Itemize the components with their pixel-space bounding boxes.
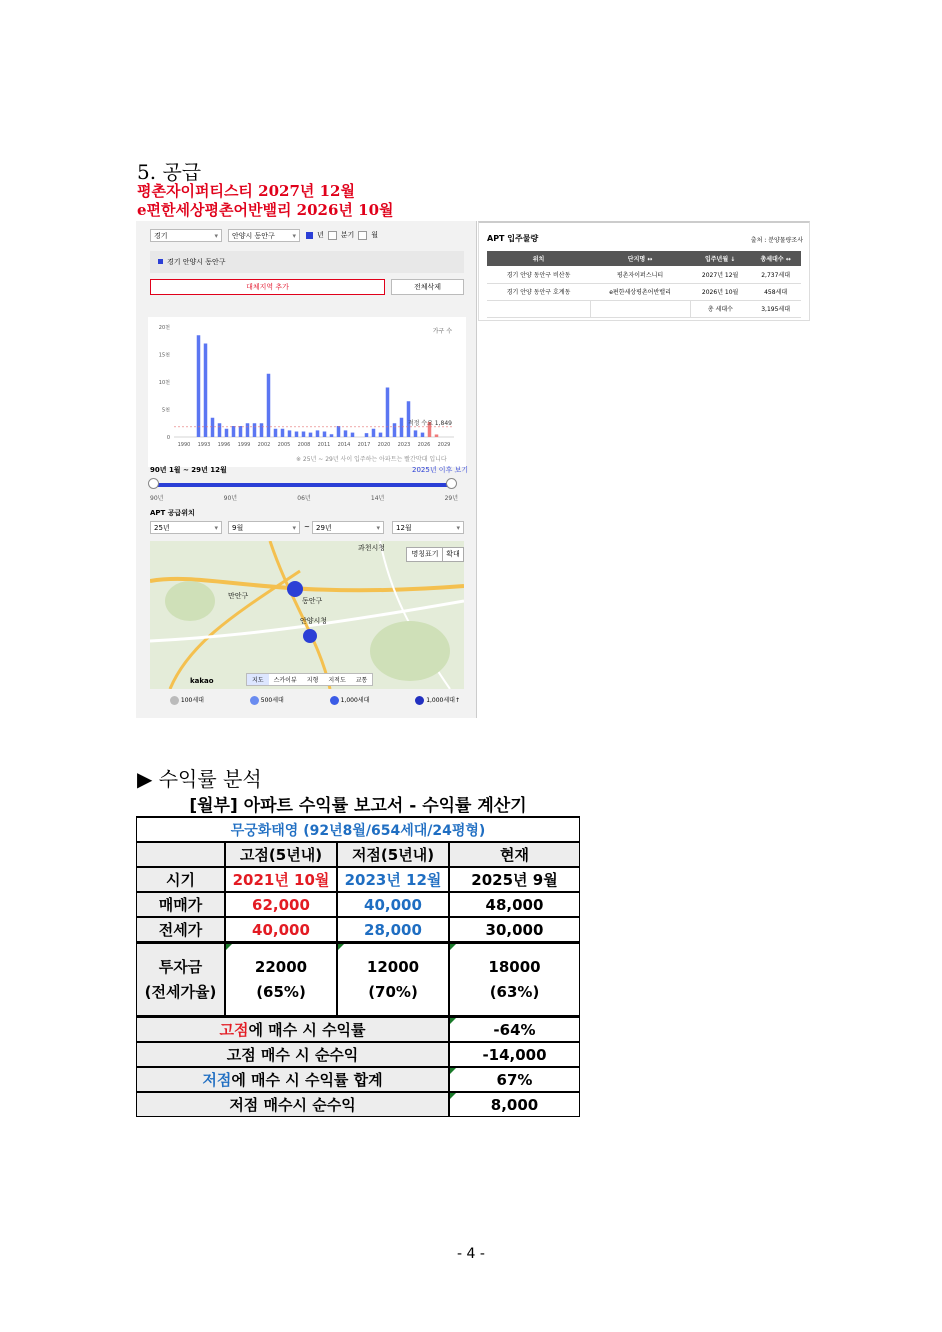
x-tick-label: 1999: [237, 442, 251, 448]
summary-value-low-rate: 67%: [449, 1067, 580, 1092]
apt-col-units[interactable]: 총세대수 ↔: [760, 256, 791, 263]
apt-total-row: [487, 300, 801, 317]
apt-col-date[interactable]: 입주년월 ↓: [704, 256, 736, 263]
period-checkbox-quarter[interactable]: [328, 231, 337, 240]
x-tick-label: 2023: [397, 442, 411, 448]
slider-tick: 14년: [370, 495, 385, 502]
range-label: 90년 1월 ~ 29년 12월: [150, 466, 227, 474]
summary-label-low-rate: 저점 에 매수 시 수익률 합계: [136, 1067, 449, 1092]
legend-dot-icon: [330, 696, 339, 705]
selected-region-box: [150, 251, 464, 273]
bar-blue: [386, 388, 390, 438]
apt-source: 출처 : 분양물량조사: [750, 237, 803, 244]
demand-label: 적정 수요 1,849: [407, 419, 452, 427]
x-tick-label: 1996: [217, 442, 231, 448]
y-tick-label: 20천: [158, 325, 170, 331]
apt-col-location[interactable]: 위치: [532, 256, 545, 263]
cell-marker-icon: [338, 944, 344, 950]
period-checkbox-month[interactable]: [358, 231, 367, 240]
y-tick-label: 10천: [158, 380, 170, 386]
col-high: 고점(5년내): [225, 842, 337, 867]
period-options: [306, 230, 378, 240]
from-year-select[interactable]: 25년 ▾: [150, 521, 222, 534]
map-tab-cadastral[interactable]: 지적도: [328, 677, 346, 684]
to-month-select[interactable]: 12월 ▾: [392, 521, 464, 534]
bar-blue: [351, 433, 355, 437]
bar-blue: [204, 344, 208, 438]
x-tick-label: 2020: [377, 442, 391, 448]
apt-table: [487, 251, 801, 318]
add-region-button[interactable]: 대체지역 추가: [150, 279, 385, 295]
apt-total-label: 총 세대수: [707, 306, 733, 313]
period-quarter-label: 분기: [340, 231, 355, 239]
period-month-label: 월: [371, 231, 379, 239]
bar-blue: [267, 374, 271, 437]
map-graphic: [150, 541, 464, 689]
bar-blue: [232, 426, 236, 437]
row-label-sale: 매매가: [136, 892, 225, 917]
map-zoom-button[interactable]: 확대: [442, 547, 464, 562]
summary-label-low-profit: 저점 매수시 순수익: [136, 1092, 449, 1117]
district-select[interactable]: 안양시 동안구 ▾: [228, 229, 300, 242]
legend-1000: 1,000세대: [330, 695, 370, 705]
map-place-anyang: 안양시청: [300, 617, 328, 625]
bar-blue: [309, 433, 313, 437]
cell-marker-icon: [450, 1093, 456, 1099]
range-slider-start-handle[interactable]: [148, 478, 159, 489]
bar-blue: [246, 423, 250, 437]
bar-blue: [260, 423, 264, 437]
table-row: 경기 안양 동안구 비산동 평촌자이퍼스니티 2027년 12월 2,737세대: [487, 266, 801, 283]
legend-dot-icon: [415, 696, 424, 705]
after-2025-link[interactable]: 2025년 이후 보기: [412, 466, 469, 474]
bar-blue: [393, 423, 397, 437]
supply-location-label: APT 공급위치: [150, 509, 195, 517]
bar-blue: [330, 434, 334, 437]
bar-blue: [274, 429, 278, 437]
header-empty: [136, 842, 225, 867]
bar-blue: [337, 426, 341, 437]
bar-blue: [295, 432, 299, 438]
from-month-select[interactable]: 9월 ▾: [228, 521, 300, 534]
x-tick-label: 1993: [197, 442, 211, 448]
sale-now: 48,000: [449, 892, 580, 917]
x-tick-label: 2011: [317, 442, 331, 448]
cell-marker-icon: [450, 1068, 456, 1074]
y-tick-label: 0: [166, 435, 170, 441]
map-tab-traffic[interactable]: 교통: [355, 677, 368, 684]
bar-blue: [253, 423, 257, 437]
supply-map[interactable]: [150, 541, 464, 689]
legend-500: 500세대: [250, 695, 284, 705]
apt-move-in-box: [478, 221, 810, 321]
bar-blue: [211, 418, 215, 437]
x-tick-label: 2005: [277, 442, 291, 448]
x-tick-label: 2008: [297, 442, 311, 448]
summary-value-high-rate: -64%: [449, 1017, 580, 1042]
invest-high: 22000 (65%): [225, 942, 337, 1017]
map-place-dongan: 동안구: [302, 597, 323, 605]
supply-chart: [148, 317, 466, 467]
summary-value-low-profit: 8,000: [449, 1092, 580, 1117]
region-marker-icon: [158, 259, 163, 264]
apt-header-row: [487, 251, 801, 266]
bar-blue: [414, 430, 418, 437]
map-place-gwacheon: 과천시청: [358, 544, 386, 552]
report-title: [월부] 아파트 수익률 보고서 - 수익률 계산기: [136, 791, 580, 817]
bar-blue: [281, 429, 285, 437]
region-select[interactable]: 경기 ▾: [150, 229, 222, 242]
delete-all-button[interactable]: 전체삭제: [391, 279, 464, 295]
sale-high: 62,000: [225, 892, 337, 917]
map-tab-skyview[interactable]: 스카이뷰: [273, 677, 297, 684]
apt-title: APT 입주물량: [487, 234, 539, 243]
slider-ticks: [150, 493, 458, 502]
chart-legend: 가구 수: [432, 328, 452, 335]
bar-blue: [372, 429, 376, 437]
x-tick-label: 2029: [437, 442, 451, 448]
bar-blue: [379, 433, 383, 437]
apt-col-complex[interactable]: 단지명 ↔: [627, 256, 653, 263]
bar-blue: [197, 335, 201, 437]
range-slider-end-handle[interactable]: [446, 478, 457, 489]
bar-blue: [316, 430, 320, 437]
row-label-period: 시기: [136, 867, 225, 892]
col-low: 저점(5년내): [337, 842, 449, 867]
row-label-jeonse: 전세가: [136, 917, 225, 942]
x-tick-label: 2014: [337, 442, 351, 448]
map-place-manan: 만안구: [228, 592, 249, 600]
complex-name: 무궁화태영 (92년8월/654세대/24평형): [136, 817, 580, 842]
x-tick-label: 2017: [357, 442, 371, 448]
slider-tick: 90년: [223, 495, 238, 502]
sale-low: 40,000: [337, 892, 449, 917]
map-name-button[interactable]: 명칭표기: [406, 547, 444, 562]
period-now: 2025년 9월: [449, 867, 580, 892]
supply-panel: [136, 221, 477, 718]
x-tick-label: 2026: [417, 442, 431, 448]
summary-label-high-rate: 고점 에 매수 시 수익률: [136, 1017, 449, 1042]
bar-blue: [302, 432, 306, 438]
bar-blue: [400, 418, 404, 437]
bar-red: [435, 434, 439, 437]
summary-label-high-profit: 고점 매수 시 순수익: [136, 1042, 449, 1067]
cell-marker-icon: [450, 1018, 456, 1024]
slider-tick: 90년: [150, 495, 164, 502]
col-now: 현재: [449, 842, 580, 867]
apt-total-value: 3,195세대: [761, 306, 791, 313]
supply-chart-box: [148, 317, 466, 467]
range-tilde: ~: [304, 523, 310, 531]
range-slider-track[interactable]: [154, 483, 454, 487]
kakao-logo: kakao: [190, 677, 214, 685]
legend-100: 100세대: [170, 695, 204, 705]
profit-report-table: [136, 791, 580, 1117]
jeonse-high: 40,000: [225, 917, 337, 942]
x-tick-label: 2002: [257, 442, 271, 448]
map-type-tabs: [246, 673, 373, 686]
jeonse-low: 28,000: [337, 917, 449, 942]
supply-line-1: 평촌자이퍼티스티 2027년 12월: [137, 182, 355, 200]
to-year-select[interactable]: 29년 ▾: [312, 521, 384, 534]
legend-1000-plus: 1,000세대↑: [415, 695, 460, 705]
period-checkbox-year[interactable]: [306, 232, 313, 239]
jeonse-ratio-label: (전세가율): [144, 982, 217, 1001]
x-tick-label: 1990: [177, 442, 191, 448]
period-low: 2023년 12월: [337, 867, 449, 892]
bar-blue: [365, 433, 369, 437]
selected-region-label: 경기 안양시 동안구: [167, 258, 226, 266]
jeonse-now: 30,000: [449, 917, 580, 942]
map-tab-terrain[interactable]: 지형: [306, 677, 319, 684]
legend-dot-icon: [250, 696, 259, 705]
supply-line-2: e편한세상평촌어반밸리 2026년 10월: [137, 201, 394, 219]
bar-blue: [323, 432, 327, 438]
period-year-label: 년: [317, 231, 324, 239]
chart-note: ※ 25년 ~ 29년 사이 입주하는 아파트는 빨간막대 입니다: [296, 456, 447, 463]
bar-blue: [288, 430, 292, 437]
invest-label: 투자금: [158, 957, 203, 976]
map-tab-map[interactable]: 지도: [247, 674, 269, 685]
invest-now: 18000 (63%): [449, 942, 580, 1017]
cell-marker-icon: [450, 944, 456, 950]
row-label-invest: [136, 942, 225, 1017]
bar-blue: [225, 429, 229, 437]
size-legend: [170, 695, 460, 705]
bar-blue: [421, 433, 425, 437]
slider-tick: 29년: [444, 495, 458, 502]
y-tick-label: 15천: [158, 352, 170, 359]
page-number: - 4 -: [457, 1246, 485, 1262]
cell-marker-icon: [226, 944, 232, 950]
summary-value-high-profit: -14,000: [449, 1042, 580, 1067]
analysis-title: ▶ 수익률 분석: [137, 767, 262, 791]
bar-blue: [344, 430, 348, 437]
legend-dot-icon: [170, 696, 179, 705]
slider-tick: 06년: [297, 495, 311, 502]
table-row: 경기 안양 동안구 호계동 e편한세상평촌어반밸리 2026년 10월 458세대: [487, 283, 801, 300]
section-title: 5. 공급: [137, 160, 202, 184]
y-tick-label: 5천: [161, 407, 170, 414]
period-high: 2021년 10월: [225, 867, 337, 892]
invest-low: 12000 (70%): [337, 942, 449, 1017]
bar-blue: [218, 423, 222, 437]
bar-blue: [239, 426, 243, 437]
